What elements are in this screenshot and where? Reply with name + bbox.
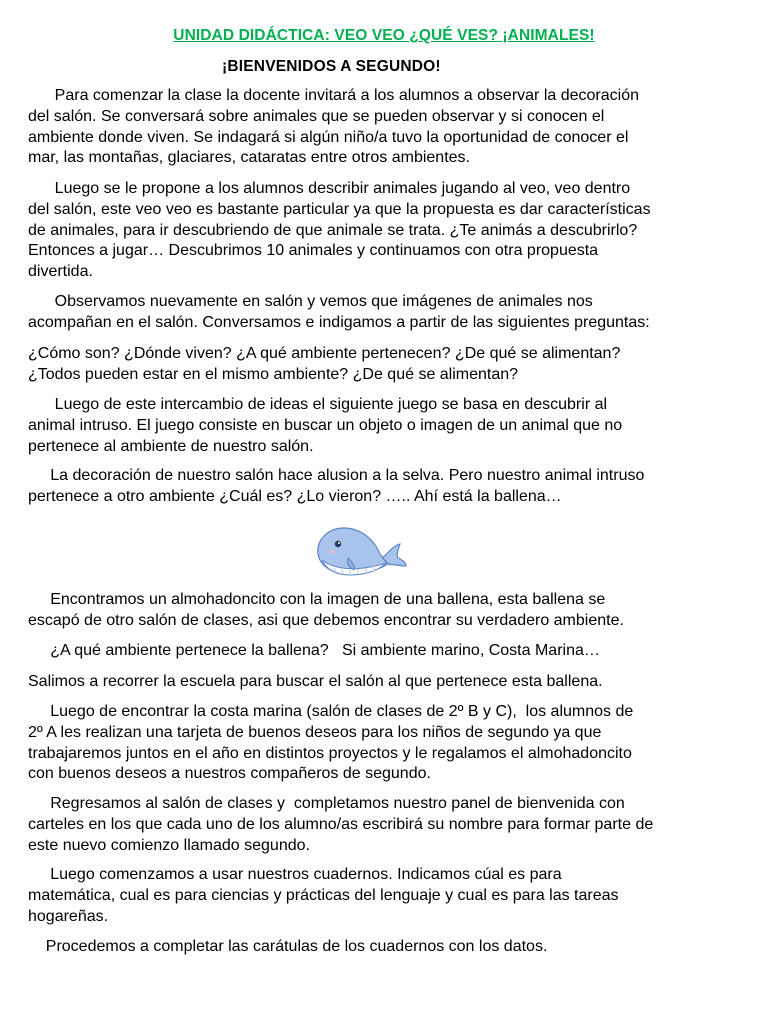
text-line: pertenece al ambiente de nuestro salón. — [28, 437, 314, 455]
paragraph-environment-question — [28, 641, 740, 662]
paragraph-observation — [28, 292, 740, 334]
paragraph-welcome-panel — [28, 794, 740, 856]
text-line: con buenos deseos a nuestros compañeros de segundo. — [28, 765, 431, 783]
text-line: Para comenzar la clase la docente invitará a los alumnos a observar la decoración — [28, 87, 639, 104]
text-line: Encontramos un almohadoncito con la imagen de una ballena, esta ballena se — [28, 591, 606, 608]
text-line: divertida. — [28, 263, 93, 281]
text-line: del salón, este veo veo es bastante particular ya que la propuesta es dar características — [28, 200, 651, 218]
page-subtitle: ¡BIENVENIDOS A SEGUNDO! — [222, 58, 441, 75]
paragraph-pillow — [28, 590, 740, 632]
text-line: acompañan en el salón. Conversamos e indigamos a partir de las siguientes preguntas: — [28, 313, 650, 331]
text-line: este nuevo comienzo llamado segundo. — [28, 836, 310, 854]
text-line: hogareñas. — [28, 907, 109, 925]
text-line: ambiente donde viven. Se indagará si algún niño/a tuvo la oportunidad de conocer el — [28, 128, 629, 146]
paragraph-notebooks — [28, 865, 740, 927]
text-line: Luego de encontrar la costa marina (salón de clases de 2º B y C), los alumnos de — [28, 703, 634, 720]
text-line: La decoración de nuestro salón hace alusion a la selva. Pero nuestro animal intruso — [28, 467, 645, 484]
text-line: ¿Todos pueden estar en el mismo ambiente? ¿De qué se alimentan? — [28, 365, 519, 383]
text-line: mar, las montañas, glaciares, cataratas entre otros ambientes. — [28, 149, 470, 167]
text-line: Regresamos al salón de clases y completamos nuestro panel de bienvenida con — [28, 795, 625, 812]
text-line: animal intruso. El juego consiste en buscar un objeto o imagen de un animal que no — [28, 416, 623, 434]
paragraph-veo-veo — [28, 179, 740, 283]
text-line: 2º A les realizan una tarjeta de buenos deseos para los niños de segundo ya que — [28, 723, 602, 741]
text-line: de animales, para ir descubriendo de que animale se trata. ¿Te animás a descubrirlo? — [28, 221, 638, 239]
whale-icon — [312, 524, 408, 580]
text-line: ¿A qué ambiente pertenece la ballena? Si ambiente marino, Costa Marina… — [28, 642, 600, 659]
text-line: escapó de otro salón de clases, asi que debemos encontrar su verdadero ambiente. — [28, 611, 624, 629]
text-line: ¿Cómo son? ¿Dónde viven? ¿A qué ambiente pertenecen? ¿De qué se alimentan? — [28, 345, 621, 362]
text-line: Observamos nuevamente en salón y vemos que imágenes de animales nos — [28, 293, 593, 310]
text-line: Procedemos a completar las carátulas de los cuadernos con los datos. — [28, 938, 548, 955]
text-line: trabajaremos juntos en el año en distintos proyectos y le regalamos el almohadoncito — [28, 744, 632, 762]
text-line: carteles en los que cada uno de los alumno/as escribirá su nombre para formar parte de — [28, 815, 654, 833]
paragraph-intruder-game — [28, 395, 740, 457]
paragraph-search — [28, 672, 740, 693]
text-line: del salón. Se conversará sobre animales que se pueden observar y si conocen el — [28, 107, 605, 125]
paragraph-intro — [28, 86, 740, 169]
paragraph-costa-marina — [28, 702, 740, 785]
text-line: Luego se le propone a los alumnos describir animales jugando al veo, veo dentro — [28, 180, 631, 197]
text-line: Salimos a recorrer la escuela para buscar el salón al que pertenece esta ballena. — [28, 673, 603, 690]
paragraph-decoration — [28, 466, 740, 508]
text-line: matemática, cual es para ciencias y prácticas del lenguaje y cual es para las tareas — [28, 886, 619, 904]
text-line: Entonces a jugar… Descubrimos 10 animales y continuamos con otra propuesta — [28, 242, 599, 260]
paragraph-covers — [28, 937, 740, 958]
text-line: Luego comenzamos a usar nuestros cuadernos. Indicamos cúal es para — [28, 866, 562, 883]
paragraph-questions — [28, 344, 740, 386]
text-line: Luego de este intercambio de ideas el siguiente juego se basa en descubrir al — [28, 396, 608, 413]
page-title: UNIDAD DIDÁCTICA: VEO VEO ¿QUÉ VES? ¡ANIMALES! — [173, 27, 595, 44]
text-line: pertenece a otro ambiente ¿Cuál es? ¿Lo vieron? ….. Ahí está la ballena… — [28, 487, 562, 505]
